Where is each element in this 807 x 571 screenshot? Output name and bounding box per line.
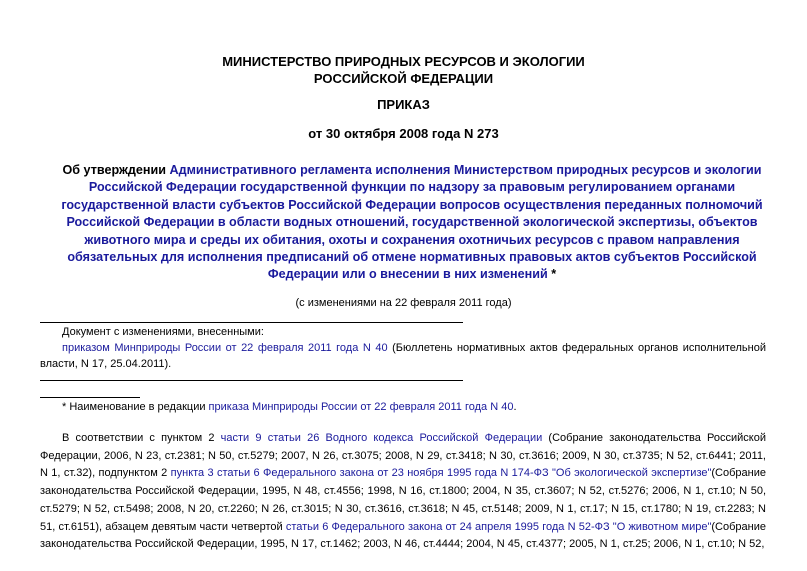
footnote xyxy=(40,399,766,415)
body-text-2: (Собрание законодательства Российской Федерации, 2006, N 23, ст.2381; N 50, ст.5279; 2007, N 26, ст.3075; 2008, N 29, ст.3418; N 30, ст.3616; 2009, N 30, ст.3735; N 52, ст.6441; 2011, N 1, ст.32), подпунктом 2 xyxy=(40,432,766,480)
footnote-divider xyxy=(40,397,140,398)
changes-link[interactable]: приказом Минприроды России от 22 февраля 2011 года N 40 xyxy=(62,342,388,354)
title-prefix: Об утверждении xyxy=(62,163,170,177)
edition-note: (с изменениями на 22 февраля 2011 года) xyxy=(295,297,512,309)
divider-top xyxy=(40,322,463,323)
footnote-link[interactable]: приказа Минприроды России от 22 февраля 2011 года N 40 xyxy=(208,401,514,413)
body-text-3: (Собрание законодательства Российской Федерации, 1995, N 48, ст.4556; 1998, N 16, ст.1800; 2004, N 35, ст.3607; N 52, ст.5276; 2006, N 1, ст.10; N 50, ст.5279; N 52, ст.5498; 2008, N 20, ст.2260; N 26, ст.3015; N 30, ст.3616, ст.3618; N 45, ст.5148; 2009, N 1, ст.17; N 15, ст.1780; N 19, ст.2283; N 51, ст.6151), абзацем девятым части четвертой xyxy=(40,467,766,533)
body-paragraph xyxy=(40,430,766,554)
ministry-name-line1: МИНИСТЕРСТВО ПРИРОДНЫХ РЕСУРСОВ И ЭКОЛОГИИ xyxy=(222,54,585,69)
document-date-number: от 30 октября 2008 года N 273 xyxy=(308,126,499,141)
changes-entry xyxy=(40,340,766,372)
body-text-1: В соответствии с пунктом 2 xyxy=(62,432,221,444)
footnote-prefix: * Наименование в редакции xyxy=(62,401,209,413)
body-link-animal-world[interactable]: статьи 6 Федерального закона от 24 апреля 1995 года N 52-ФЗ "О животном мире" xyxy=(285,520,712,533)
changes-label: Документ с изменениями, внесенными: xyxy=(62,326,264,338)
title-link[interactable]: Административного регламента исполнения Министерством природных ресурсов и экологии Российской Федерации государственной функции по надзору за правовым регулированием органами государственной власти субъектов Российской Федерации вопросов осуществления переданных полномочий Российской Федерации в области водных отношений, государственной экологической экспертизы, объектов животного мира и среды их обитания, охоты и сохранения охотничьих ресурсов с правом направления обязательных для исполнения предписаний об отмене нормативных правовых актов субъектов Российской Федерации или о внесении в них изменений xyxy=(61,163,763,282)
changes-source: (Бюллетень нормативных актов федеральных органов исполнительной власти, N 17, 25.04.2011). xyxy=(40,342,766,370)
divider-middle xyxy=(40,380,463,381)
title-asterisk: * xyxy=(547,267,557,282)
body-text-4: (Собрание законодательства Российской Федерации, 1995, N 17, ст.1462; 2003, N 46, ст.4444; 2004, N 45, ст.4377; 2005, N 1, ст.25; 2006, N 1, ст.10; N 52, xyxy=(40,520,766,551)
footnote-suffix: . xyxy=(513,401,517,413)
document-type: ПРИКАЗ xyxy=(377,97,430,112)
body-link-ecological-expertise[interactable]: пункта 3 статьи 6 Федерального закона от 23 ноября 1995 года N 174-ФЗ "Об экологической экспертизе" xyxy=(170,467,712,480)
body-link-water-code[interactable]: части 9 статьи 26 Водного кодекса Российской Федерации xyxy=(220,432,543,444)
document-title xyxy=(56,162,768,284)
ministry-name-line2: РОССИЙСКОЙ ФЕДЕРАЦИИ xyxy=(313,71,494,86)
